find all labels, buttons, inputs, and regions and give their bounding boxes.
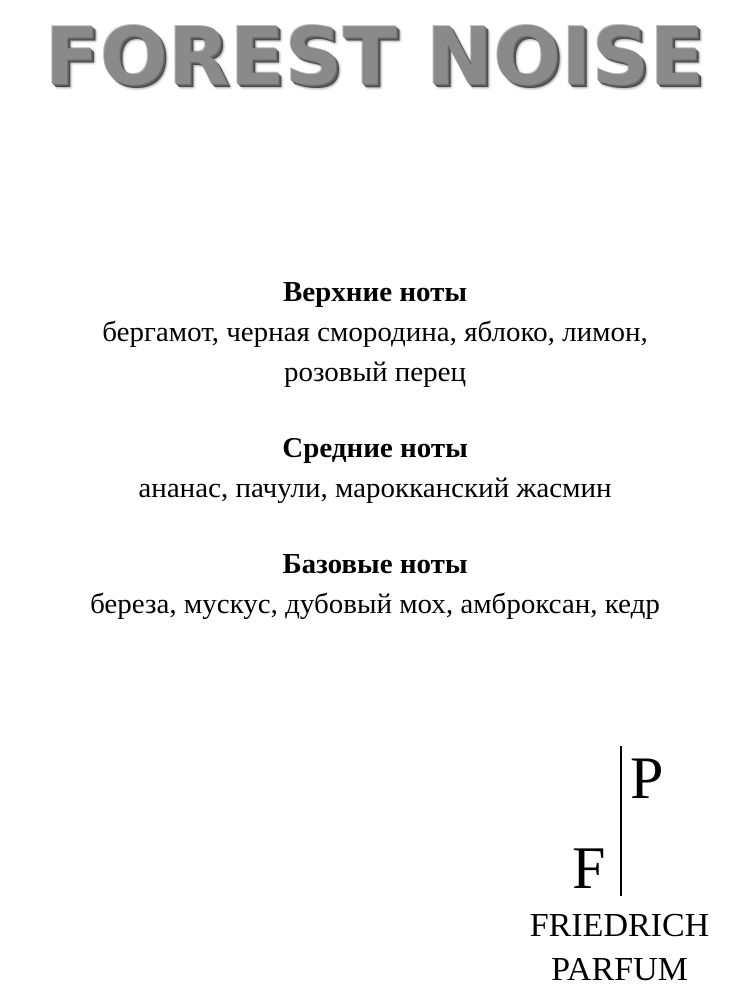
base-notes-line-1: береза, мускус, дубовый мох, амброксан, кедр [90,588,660,620]
top-notes-section [0,272,750,392]
top-notes-heading: Верхние ноты [282,276,468,308]
base-notes-heading: Базовые ноты [282,548,468,580]
logo-divider [620,746,622,896]
logo-monogram-p: P [630,745,664,811]
logo-name-line-2: PARFUM [551,951,688,988]
fragrance-notes [0,272,750,660]
base-notes-section [0,544,750,624]
logo-name-line-1: FRIEDRICH [529,907,710,944]
logo-brand-name [512,904,727,992]
middle-notes-section [0,428,750,508]
top-notes-line-2: розовый перец [283,356,466,388]
logo-monogram-f: F [572,835,606,901]
brand-logo [512,746,732,996]
page-title: FOREST NOISE [45,11,705,103]
top-notes-line-1: бергамот, черная смородина, яблоко, лимон, [102,316,648,348]
middle-notes-heading: Средние ноты [282,432,468,464]
middle-notes-line-1: ананас, пачули, марокканский жасмин [138,472,612,504]
